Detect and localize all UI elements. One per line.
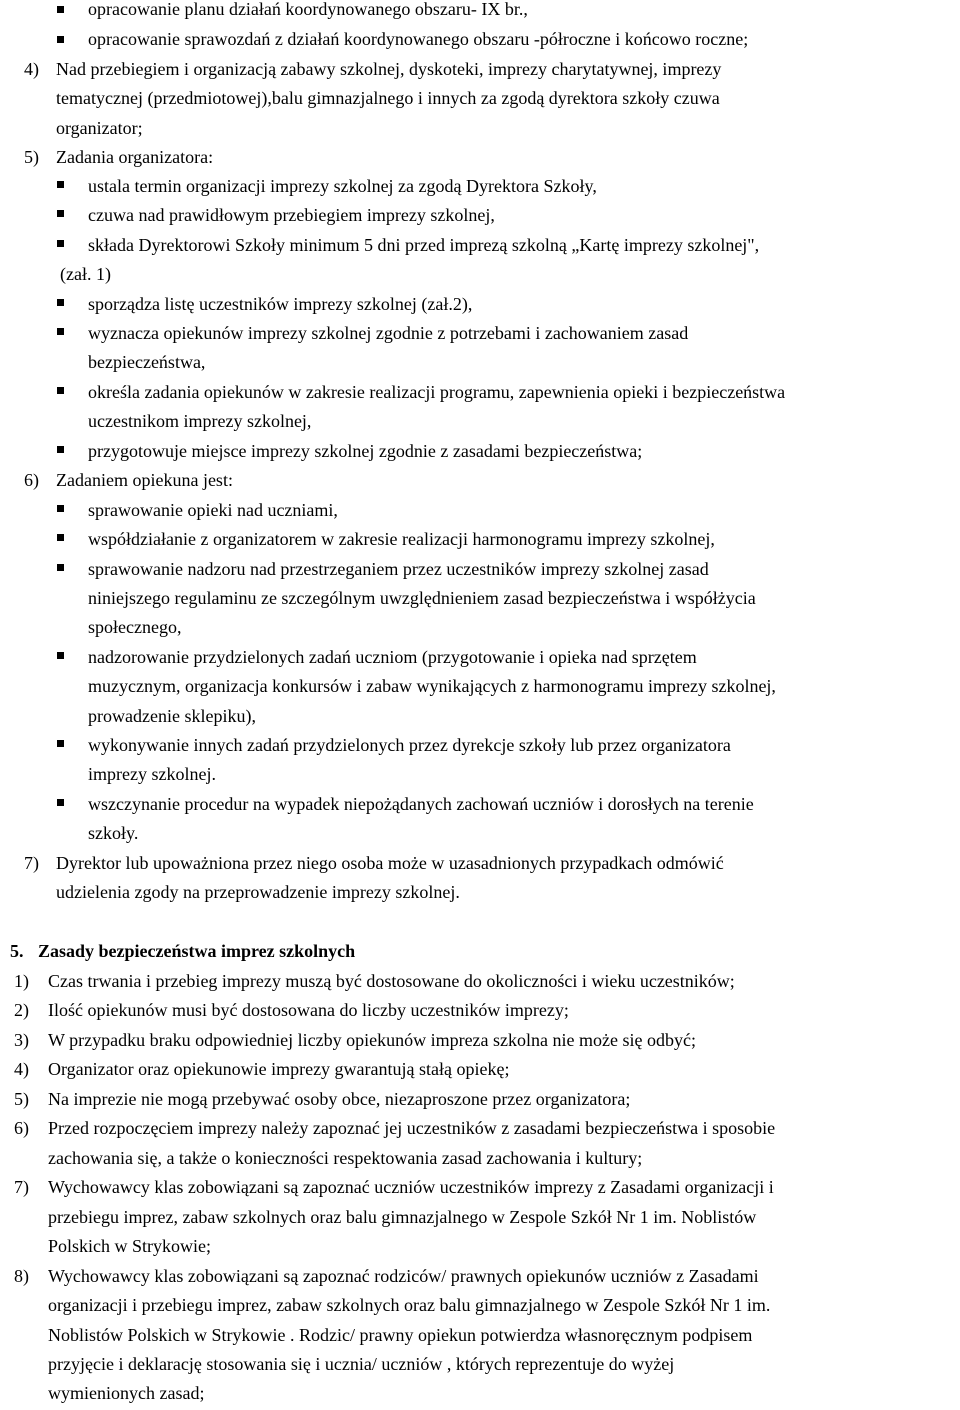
top-bullet-1: opracowanie planu działań koordynowanego obszaru- IX br.,: [88, 0, 528, 19]
guardian-task-3: sprawowanie nadzoru nad przestrzeganiem przez uczestników imprezy szkolnej zasad: [88, 559, 709, 579]
rule-1-number: 1): [14, 971, 29, 991]
rule-1-line-1: Czas trwania i przebieg imprezy muszą być dostosowane do okoliczności i wieku uczestników;: [48, 971, 735, 991]
bullet-marker: [57, 740, 64, 747]
bullet-marker: [57, 387, 64, 394]
item-7-line-1: Dyrektor lub upoważniona przez niego osoba może w uzasadnionych przypadkach odmówić: [56, 853, 724, 873]
bullet-marker: [57, 181, 64, 188]
rule-3-line-1: W przypadku braku odpowiedniej liczby opiekunów impreza szkolna nie może się odbyć;: [48, 1030, 696, 1050]
item-5-title: Zadania organizatora:: [56, 147, 214, 167]
bullet-marker: [57, 328, 64, 335]
bullet-marker: [57, 564, 64, 571]
organizer-task-1: ustala termin organizacji imprezy szkolnej za zgodą Dyrektora Szkoły,: [88, 176, 597, 196]
rule-8-line-5: wymienionych zasad;: [48, 1383, 205, 1403]
guardian-task-6: wszczynanie procedur na wypadek niepożądanych zachowań uczniów i dorosłych na terenie: [88, 794, 754, 814]
rule-5-line-1: Na imprezie nie mogą przebywać osoby obce, niezaproszone przez organizatora;: [48, 1089, 631, 1109]
guardian-task-1: sprawowanie opieki nad uczniami,: [88, 500, 338, 520]
organizer-task-2: czuwa nad prawidłowym przebiegiem imprezy szkolnej,: [88, 205, 495, 225]
bullet-marker: [57, 652, 64, 659]
section-5-title: Zasady bezpieczeństwa imprez szkolnych: [38, 941, 356, 961]
item-5-number: 5): [24, 147, 39, 167]
bullet-marker: [57, 534, 64, 541]
bullet-marker: [57, 6, 64, 13]
guardian-task-5-cont: imprezy szkolnej.: [88, 764, 216, 784]
guardian-task-4: nadzorowanie przydzielonych zadań uczniom (przygotowanie i opieka nad sprzętem: [88, 647, 697, 667]
bullet-marker: [57, 446, 64, 453]
organizer-task-5: wyznacza opiekunów imprezy szkolnej zgodnie z potrzebami i zachowaniem zasad: [88, 323, 689, 343]
bullet-marker: [57, 799, 64, 806]
bullet-marker: [57, 36, 64, 43]
rule-8-line-1: Wychowawcy klas zobowiązani są zapoznać rodziców/ prawnych opiekunów uczniów z Zasadami: [48, 1266, 759, 1286]
rule-7-line-2: przebiegu imprez, zabaw szkolnych oraz balu gimnazjalnego w Zespole Szkół Nr 1 im. Noblistów: [48, 1207, 757, 1227]
item-4-number: 4): [24, 59, 39, 79]
item-4-line-1: Nad przebiegiem i organizacją zabawy szkolnej, dyskoteki, imprezy charytatywnej, imprezy: [56, 59, 722, 79]
guardian-task-4-cont: muzycznym, organizacja konkursów i zabaw wynikających z harmonogramu imprezy szkolnej,: [88, 676, 776, 696]
item-4-line-2: tematycznej (przedmiotowej),balu gimnazjalnego i innych za zgodą dyrektora szkoły czuwa: [56, 88, 720, 108]
item-6-number: 6): [24, 470, 39, 490]
organizer-task-6: określa zadania opiekunów w zakresie realizacji programu, zapewnienia opieki i bezpieczeństwa: [88, 382, 786, 402]
rule-3-number: 3): [14, 1030, 29, 1050]
organizer-task-7: przygotowuje miejsce imprezy szkolnej zgodnie z zasadami bezpieczeństwa;: [88, 441, 643, 461]
rule-7-line-1: Wychowawcy klas zobowiązani są zapoznać uczniów uczestników imprezy z Zasadami organizacji i: [48, 1177, 774, 1197]
rule-6-number: 6): [14, 1118, 29, 1138]
bullet-marker: [57, 505, 64, 512]
rule-7-number: 7): [14, 1177, 29, 1197]
item-7-line-2: udzielenia zgody na przeprowadzenie imprezy szkolnej.: [56, 882, 460, 902]
rule-4-number: 4): [14, 1059, 29, 1079]
bullet-marker: [57, 240, 64, 247]
rule-6-line-1: Przed rozpoczęciem imprezy należy zapoznać jej uczestników z zasadami bezpieczeństwa i sposobie: [48, 1118, 776, 1138]
item-7-number: 7): [24, 853, 39, 873]
guardian-task-5: wykonywanie innych zadań przydzielonych przez dyrekcje szkoły lub przez organizatora: [88, 735, 731, 755]
bullet-marker: [57, 299, 64, 306]
top-bullet-2: opracowanie sprawozdań z działań koordynowanego obszaru -półroczne i końcowo roczne;: [88, 29, 749, 49]
guardian-task-6-cont: szkoły.: [88, 823, 139, 843]
rule-2-line-1: Ilość opiekunów musi być dostosowana do liczby uczestników imprezy;: [48, 1000, 569, 1020]
organizer-task-3-cont: (zał. 1): [60, 264, 111, 284]
bullet-marker: [57, 210, 64, 217]
rule-4-line-1: Organizator oraz opiekunowie imprezy gwarantują stałą opiekę;: [48, 1059, 510, 1079]
item-4-line-3: organizator;: [56, 118, 143, 138]
item-6-title: Zadaniem opiekuna jest:: [56, 470, 233, 490]
organizer-task-6-cont: uczestnikom imprezy szkolnej,: [88, 411, 312, 431]
guardian-task-3-cont: społecznego,: [88, 617, 182, 637]
guardian-task-2: współdziałanie z organizatorem w zakresie realizacji harmonogramu imprezy szkolnej,: [88, 529, 715, 549]
rule-5-number: 5): [14, 1089, 29, 1109]
rule-8-line-4: przyjęcie i deklarację stosowania się i ucznia/ uczniów , których reprezentuje do wyżej: [48, 1354, 675, 1374]
organizer-task-4: sporządza listę uczestników imprezy szkolnej (zał.2),: [88, 294, 473, 314]
rule-8-number: 8): [14, 1266, 29, 1286]
organizer-task-3: składa Dyrektorowi Szkoły minimum 5 dni przed imprezą szkolną „Kartę imprezy szkolnej",: [88, 235, 760, 255]
guardian-task-4-cont: prowadzenie sklepiku),: [88, 706, 256, 726]
rule-8-line-3: Noblistów Polskich w Strykowie . Rodzic/ prawny opiekun potwierdza własnoręcznym podpisem: [48, 1325, 753, 1345]
rule-2-number: 2): [14, 1000, 29, 1020]
rule-8-line-2: organizacji i przebiegu imprez, zabaw szkolnych oraz balu gimnazjalnego w Zespole Szkół Nr 1 im.: [48, 1295, 771, 1315]
guardian-task-3-cont: niniejszego regulaminu ze szczególnym uwzględnieniem zasad bezpieczeństwa i współżycia: [88, 588, 756, 608]
rule-6-line-2: zachowania się, a także o konieczności respektowania zasad zachowania i kultury;: [48, 1148, 643, 1168]
section-5-number: 5.: [10, 941, 24, 961]
rule-7-line-3: Polskich w Strykowie;: [48, 1236, 212, 1256]
organizer-task-5-cont: bezpieczeństwa,: [88, 352, 206, 372]
